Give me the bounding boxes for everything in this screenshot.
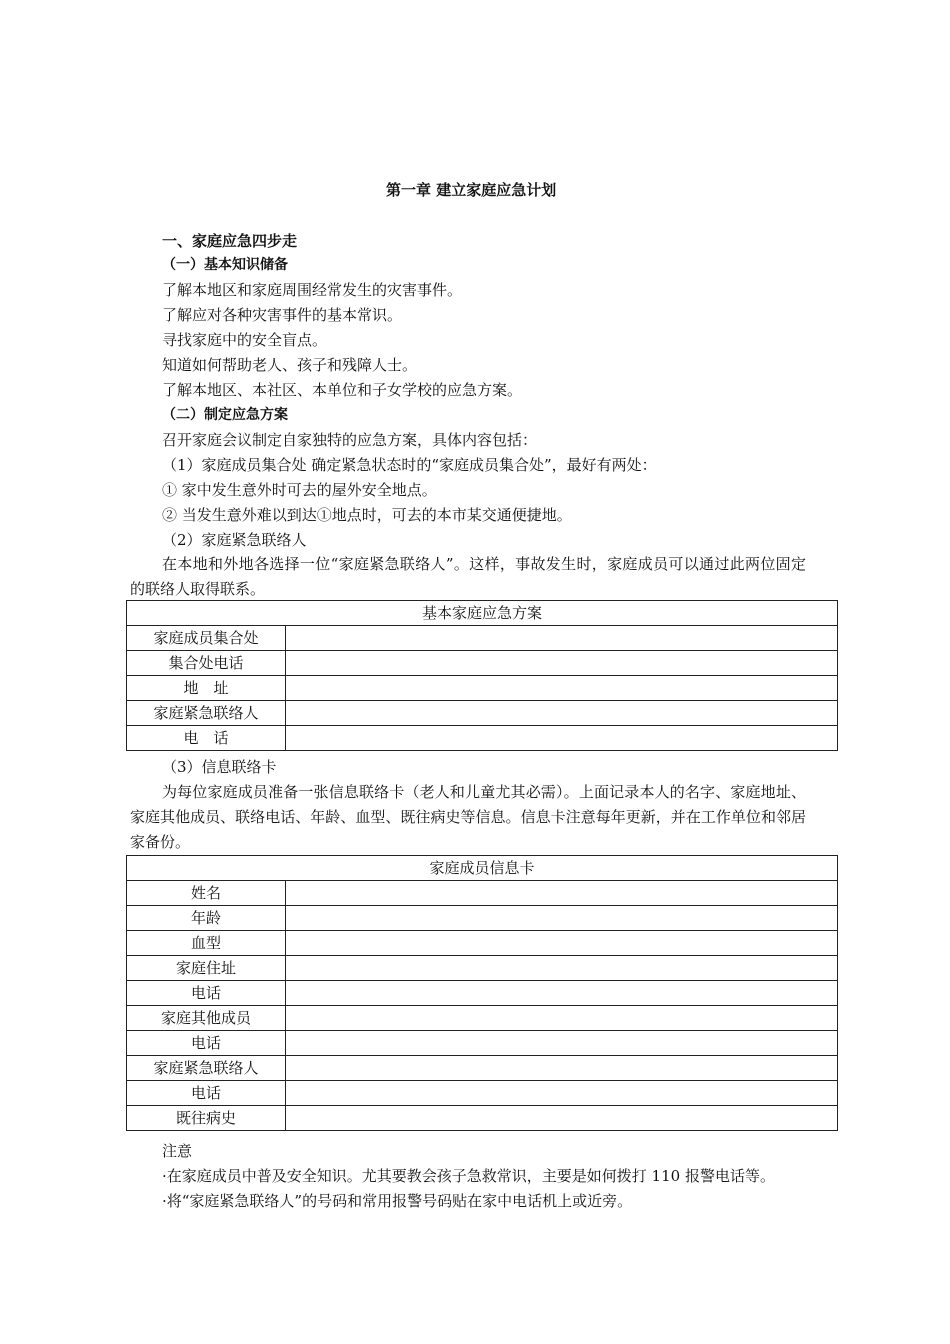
table-row [127,1031,838,1056]
table-row [127,651,838,676]
table-value-cell[interactable] [286,701,838,726]
table-title: 基本家庭应急方案 [127,601,838,626]
table-value-cell[interactable] [286,626,838,651]
member-info-card-table [126,855,838,1131]
table-title: 家庭成员信息卡 [127,856,838,881]
table-value-cell[interactable] [286,956,838,981]
table-row [127,881,838,906]
table-label: 电 话 [127,726,286,751]
notes-heading: 注意 [162,1142,193,1160]
table-value-cell[interactable] [286,881,838,906]
paragraph-line: 了解应对各种灾害事件的基本常识。 [162,306,403,324]
table-label: 家庭成员集合处 [127,626,286,651]
emergency-plan-table [126,600,838,751]
table-label: 家庭住址 [127,956,286,981]
list-item: （1）家庭成员集合处 确定紧急状态时的“家庭成员集合处”，最好有两处： [162,456,657,474]
paragraph-line: 知道如何帮助老人、孩子和残障人士。 [162,356,418,374]
table-row [127,1106,838,1131]
table-row [127,1006,838,1031]
table-row [127,981,838,1006]
paragraph: 为每位家庭成员准备一张信息联络卡（老人和儿童尤其必需）。上面记录本人的名字、家庭地址、家庭其他成员、联络电话、年龄、血型、既往病史等信息。信息卡注意每年更新，并在工作单位和邻居家备份。 [130,783,806,851]
note-item: ·在家庭成员中普及安全知识。尤其要教会孩子急救常识，主要是如何拨打 110 报警电话等。 [162,1167,775,1185]
paragraph-line: 寻找家庭中的安全盲点。 [162,331,328,349]
table-row [127,1056,838,1081]
table-row [127,676,838,701]
table-label: 姓名 [127,881,286,906]
subsection-heading: （一）基本知识储备 [162,257,288,273]
section-heading: 一、家庭应急四步走 [162,232,298,250]
table-label: 血型 [127,931,286,956]
table-row [127,956,838,981]
subsection-heading: （二）制定应急方案 [162,407,288,423]
table-value-cell[interactable] [286,651,838,676]
table-row [127,726,838,751]
table-value-cell[interactable] [286,1031,838,1056]
table-label: 家庭紧急联络人 [127,1056,286,1081]
table-label: 电话 [127,1031,286,1056]
table-value-cell[interactable] [286,1056,838,1081]
table-value-cell[interactable] [286,931,838,956]
list-item: （3）信息联络卡 [162,758,277,776]
table-label: 电话 [127,981,286,1006]
table-label: 年龄 [127,906,286,931]
list-item: ② 当发生意外难以到达①地点时，可去的本市某交通便捷地。 [162,506,572,524]
list-item: （2）家庭紧急联络人 [162,531,307,549]
table-label: 地 址 [127,676,286,701]
paragraph-line: 了解本地区、本社区、本单位和子女学校的应急方案。 [162,381,523,399]
table-label: 电话 [127,1081,286,1106]
table-value-cell[interactable] [286,906,838,931]
table-value-cell[interactable] [286,1106,838,1131]
note-item: ·将“家庭紧急联络人”的号码和常用报警号码贴在家中电话机上或近旁。 [162,1192,633,1210]
table-value-cell[interactable] [286,1006,838,1031]
table-label: 既往病史 [127,1106,286,1131]
table-value-cell[interactable] [286,676,838,701]
table-row [127,931,838,956]
paragraph-line: 了解本地区和家庭周围经常发生的灾害事件。 [162,281,463,299]
table-label: 家庭其他成员 [127,1006,286,1031]
list-item: ① 家中发生意外时可去的屋外安全地点。 [162,481,437,499]
table-row [127,906,838,931]
table-row [127,701,838,726]
paragraph-line: 召开家庭会议制定自家独特的应急方案，具体内容包括： [162,431,538,449]
table-label: 家庭紧急联络人 [127,701,286,726]
table-row [127,626,838,651]
paragraph: 在本地和外地各选择一位“家庭紧急联络人”。这样，事故发生时，家庭成员可以通过此两位固定的联络人取得联系。 [130,555,806,598]
table-value-cell[interactable] [286,981,838,1006]
table-row [127,1081,838,1106]
table-value-cell[interactable] [286,1081,838,1106]
table-label: 集合处电话 [127,651,286,676]
table-value-cell[interactable] [286,726,838,751]
chapter-title: 第一章 建立家庭应急计划 [386,181,557,199]
